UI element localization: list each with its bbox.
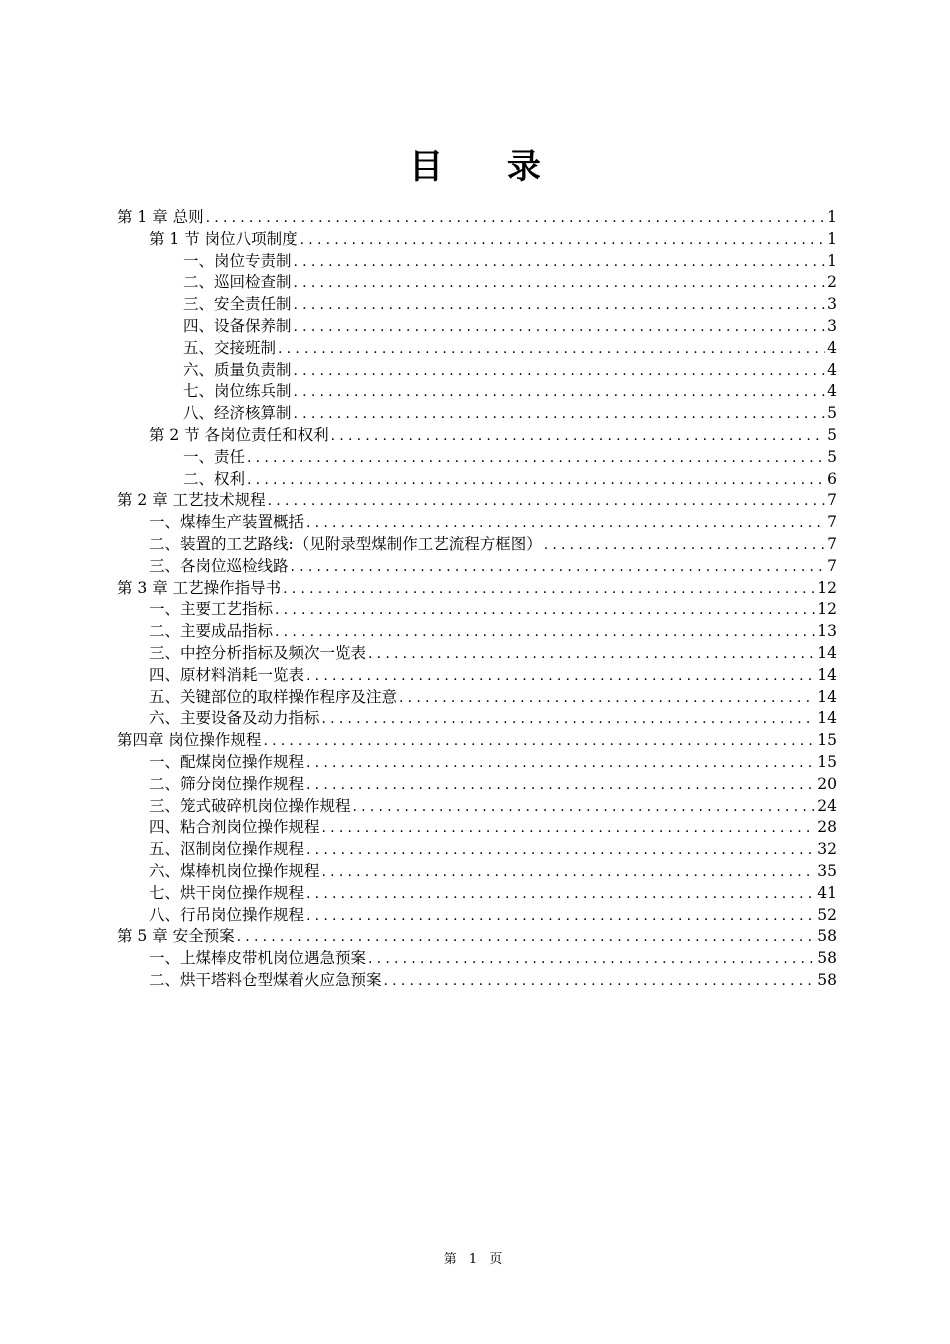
toc-entry-title: 五、关键部位的取样操作程序及注意 — [149, 687, 398, 706]
toc-entry[interactable] — [117, 229, 837, 251]
toc-entry-title: 七、岗位练兵制 — [183, 382, 292, 401]
toc-leader-dots — [384, 971, 816, 993]
toc-entry-page-number: 15 — [817, 731, 837, 750]
toc-leader-dots — [306, 753, 815, 775]
toc-leader-dots — [322, 862, 816, 884]
toc-entry[interactable] — [117, 578, 837, 600]
toc-entry-page-number: 13 — [817, 622, 837, 641]
toc-entry-page-number: 7 — [827, 534, 837, 553]
toc-entry[interactable] — [117, 861, 837, 883]
toc-leader-dots — [306, 906, 815, 928]
toc-entry-page-number: 1 — [827, 208, 837, 226]
toc-leader-dots — [294, 404, 826, 426]
toc-entry-title: 二、权利 — [183, 469, 246, 488]
toc-entry-page-number: 24 — [817, 796, 837, 815]
toc-entry[interactable] — [117, 207, 837, 229]
toc-leader-dots — [247, 470, 825, 492]
toc-leader-dots — [399, 688, 815, 710]
toc-entry[interactable] — [117, 360, 837, 382]
toc-leader-dots — [306, 775, 815, 797]
toc-entry-title: 四、原材料消耗一览表 — [149, 665, 305, 684]
toc-entry-page-number: 14 — [817, 709, 837, 728]
toc-leader-dots — [294, 361, 826, 383]
toc-entry[interactable] — [117, 817, 837, 839]
toc-entry-page-number: 5 — [827, 425, 837, 444]
toc-entry-page-number: 20 — [817, 774, 837, 793]
toc-leader-dots — [263, 731, 815, 753]
toc-leader-dots — [544, 535, 825, 557]
toc-entry-title: 一、主要工艺指标 — [149, 600, 274, 619]
toc-entry[interactable] — [117, 272, 837, 294]
toc-entry-title: 二、筛分岗位操作规程 — [149, 774, 305, 793]
toc-leader-dots — [237, 927, 816, 949]
toc-entry-page-number: 7 — [827, 491, 837, 510]
toc-leader-dots — [268, 491, 825, 513]
toc-entry-title: 二、装置的工艺路线:（见附录型煤制作工艺流程方框图） — [149, 534, 542, 553]
toc-entry[interactable] — [117, 294, 837, 316]
toc-leader-dots — [322, 709, 816, 731]
toc-entry-title: 一、上煤棒皮带机岗位遇急预案 — [149, 949, 367, 968]
toc-entry[interactable] — [117, 403, 837, 425]
toc-entry-title: 四、粘合剂岗位操作规程 — [149, 818, 320, 837]
toc-entry-page-number: 28 — [817, 818, 837, 837]
toc-leader-dots — [294, 252, 826, 274]
toc-entry[interactable] — [117, 621, 837, 643]
toc-leader-dots — [353, 797, 816, 819]
toc-entry[interactable] — [117, 905, 837, 927]
toc-entry[interactable] — [117, 970, 837, 992]
toc-entry-page-number: 58 — [817, 970, 837, 989]
toc-entry-title: 七、烘干岗位操作规程 — [149, 883, 305, 902]
toc-leader-dots — [306, 513, 825, 535]
toc-entry-page-number: 3 — [827, 316, 837, 335]
toc-entry-title: 六、煤棒机岗位操作规程 — [149, 861, 320, 880]
toc-entry[interactable] — [117, 447, 837, 469]
toc-entry[interactable] — [117, 469, 837, 491]
toc-entry-page-number: 5 — [827, 447, 837, 466]
toc-entry-title: 第 1 节 岗位八项制度 — [149, 229, 298, 248]
toc-entry-page-number: 4 — [827, 338, 837, 357]
table-of-contents — [117, 207, 837, 992]
toc-entry-page-number: 15 — [817, 752, 837, 771]
toc-entry-title: 第 1 章 总则 — [117, 208, 204, 226]
toc-leader-dots — [294, 382, 826, 404]
page-number-footer: 第 1 页 — [443, 1252, 507, 1267]
toc-entry-title: 五、交接班制 — [183, 338, 277, 357]
toc-entry[interactable] — [117, 599, 837, 621]
toc-entry[interactable] — [117, 708, 837, 730]
toc-leader-dots — [278, 339, 825, 361]
toc-entry-page-number: 4 — [827, 382, 837, 401]
toc-entry-title: 二、主要成品指标 — [149, 622, 274, 641]
toc-entry-page-number: 1 — [827, 229, 837, 248]
toc-entry-page-number: 14 — [817, 687, 837, 706]
toc-leader-dots — [368, 644, 815, 666]
toc-entry-page-number: 14 — [817, 665, 837, 684]
toc-leader-dots — [294, 295, 826, 317]
toc-leader-dots — [291, 557, 826, 579]
toc-entry[interactable] — [117, 839, 837, 861]
toc-entry[interactable] — [117, 730, 837, 752]
toc-leader-dots — [294, 273, 826, 295]
toc-entry-title: 八、行吊岗位操作规程 — [149, 905, 305, 924]
toc-entry[interactable] — [117, 752, 837, 774]
toc-entry-title: 第 2 章 工艺技术规程 — [117, 491, 266, 510]
toc-entry-title: 四、设备保养制 — [183, 316, 292, 335]
toc-entry[interactable] — [117, 490, 837, 512]
toc-leader-dots — [306, 884, 815, 906]
toc-entry[interactable] — [117, 425, 837, 447]
toc-leader-dots — [368, 949, 815, 971]
toc-entry[interactable] — [117, 512, 837, 534]
toc-entry-title: 第四章 岗位操作规程 — [117, 731, 262, 750]
toc-entry-title: 第 2 节 各岗位责任和权利 — [149, 425, 329, 444]
toc-entry[interactable] — [117, 796, 837, 818]
toc-entry-title: 一、岗位专责制 — [183, 251, 292, 270]
toc-entry-page-number: 14 — [817, 643, 837, 662]
toc-entry[interactable] — [117, 316, 837, 338]
toc-leader-dots — [275, 622, 815, 644]
toc-entry-page-number: 2 — [827, 273, 837, 292]
toc-entry-title: 三、中控分析指标及频次一览表 — [149, 643, 367, 662]
toc-leader-dots — [300, 230, 825, 252]
toc-entry-page-number: 32 — [817, 840, 837, 859]
toc-leader-dots — [206, 208, 825, 230]
toc-leader-dots — [306, 840, 815, 862]
toc-leader-dots — [294, 317, 826, 339]
toc-entry-page-number: 3 — [827, 295, 837, 314]
toc-leader-dots — [306, 666, 815, 688]
toc-entry[interactable] — [117, 643, 837, 665]
toc-entry[interactable] — [117, 381, 837, 403]
toc-entry[interactable] — [117, 883, 837, 905]
toc-entry-page-number: 58 — [817, 949, 837, 968]
toc-entry-title: 六、质量负责制 — [183, 360, 292, 379]
toc-entry[interactable] — [117, 926, 837, 948]
toc-leader-dots — [322, 818, 816, 840]
toc-entry-page-number: 4 — [827, 360, 837, 379]
toc-entry-title: 第 5 章 安全预案 — [117, 927, 235, 946]
toc-entry-title: 一、配煤岗位操作规程 — [149, 752, 305, 771]
toc-entry-title: 一、责任 — [183, 447, 246, 466]
toc-entry-title: 第 3 章 工艺操作指导书 — [117, 578, 282, 597]
toc-entry-title: 六、主要设备及动力指标 — [149, 709, 320, 728]
toc-leader-dots — [275, 600, 815, 622]
toc-entry[interactable] — [117, 534, 837, 556]
toc-entry-title: 二、巡回检查制 — [183, 273, 292, 292]
toc-entry-title: 一、煤棒生产装置概括 — [149, 513, 305, 532]
toc-leader-dots — [283, 579, 815, 601]
page-title: 目 录 — [409, 147, 567, 187]
toc-entry-title: 三、笼式破碎机岗位操作规程 — [149, 796, 351, 815]
toc-entry[interactable] — [117, 665, 837, 687]
toc-entry[interactable] — [117, 338, 837, 360]
toc-entry-page-number: 7 — [827, 556, 837, 575]
toc-entry-page-number: 41 — [817, 883, 837, 902]
toc-entry-page-number: 12 — [817, 578, 837, 597]
toc-leader-dots — [247, 448, 825, 470]
toc-entry[interactable] — [117, 687, 837, 709]
toc-entry-title: 五、沤制岗位操作规程 — [149, 840, 305, 859]
toc-entry[interactable] — [117, 948, 837, 970]
toc-entry-page-number: 5 — [827, 404, 837, 423]
toc-entry-title: 三、安全责任制 — [183, 295, 292, 314]
toc-entry-page-number: 6 — [827, 469, 837, 488]
toc-entry-page-number: 7 — [827, 513, 837, 532]
toc-entry-page-number: 1 — [827, 251, 837, 270]
toc-entry-title: 三、各岗位巡检线路 — [149, 556, 289, 575]
toc-entry[interactable] — [117, 251, 837, 273]
toc-entry-page-number: 52 — [817, 905, 837, 924]
toc-entry-page-number: 12 — [817, 600, 837, 619]
toc-leader-dots — [331, 426, 825, 448]
toc-entry-page-number: 58 — [817, 927, 837, 946]
toc-entry-title: 二、烘干塔料仓型煤着火应急预案 — [149, 970, 382, 989]
toc-entry-title: 八、经济核算制 — [183, 404, 292, 423]
toc-entry-page-number: 35 — [817, 861, 837, 880]
toc-entry[interactable] — [117, 774, 837, 796]
toc-entry[interactable] — [117, 556, 837, 578]
